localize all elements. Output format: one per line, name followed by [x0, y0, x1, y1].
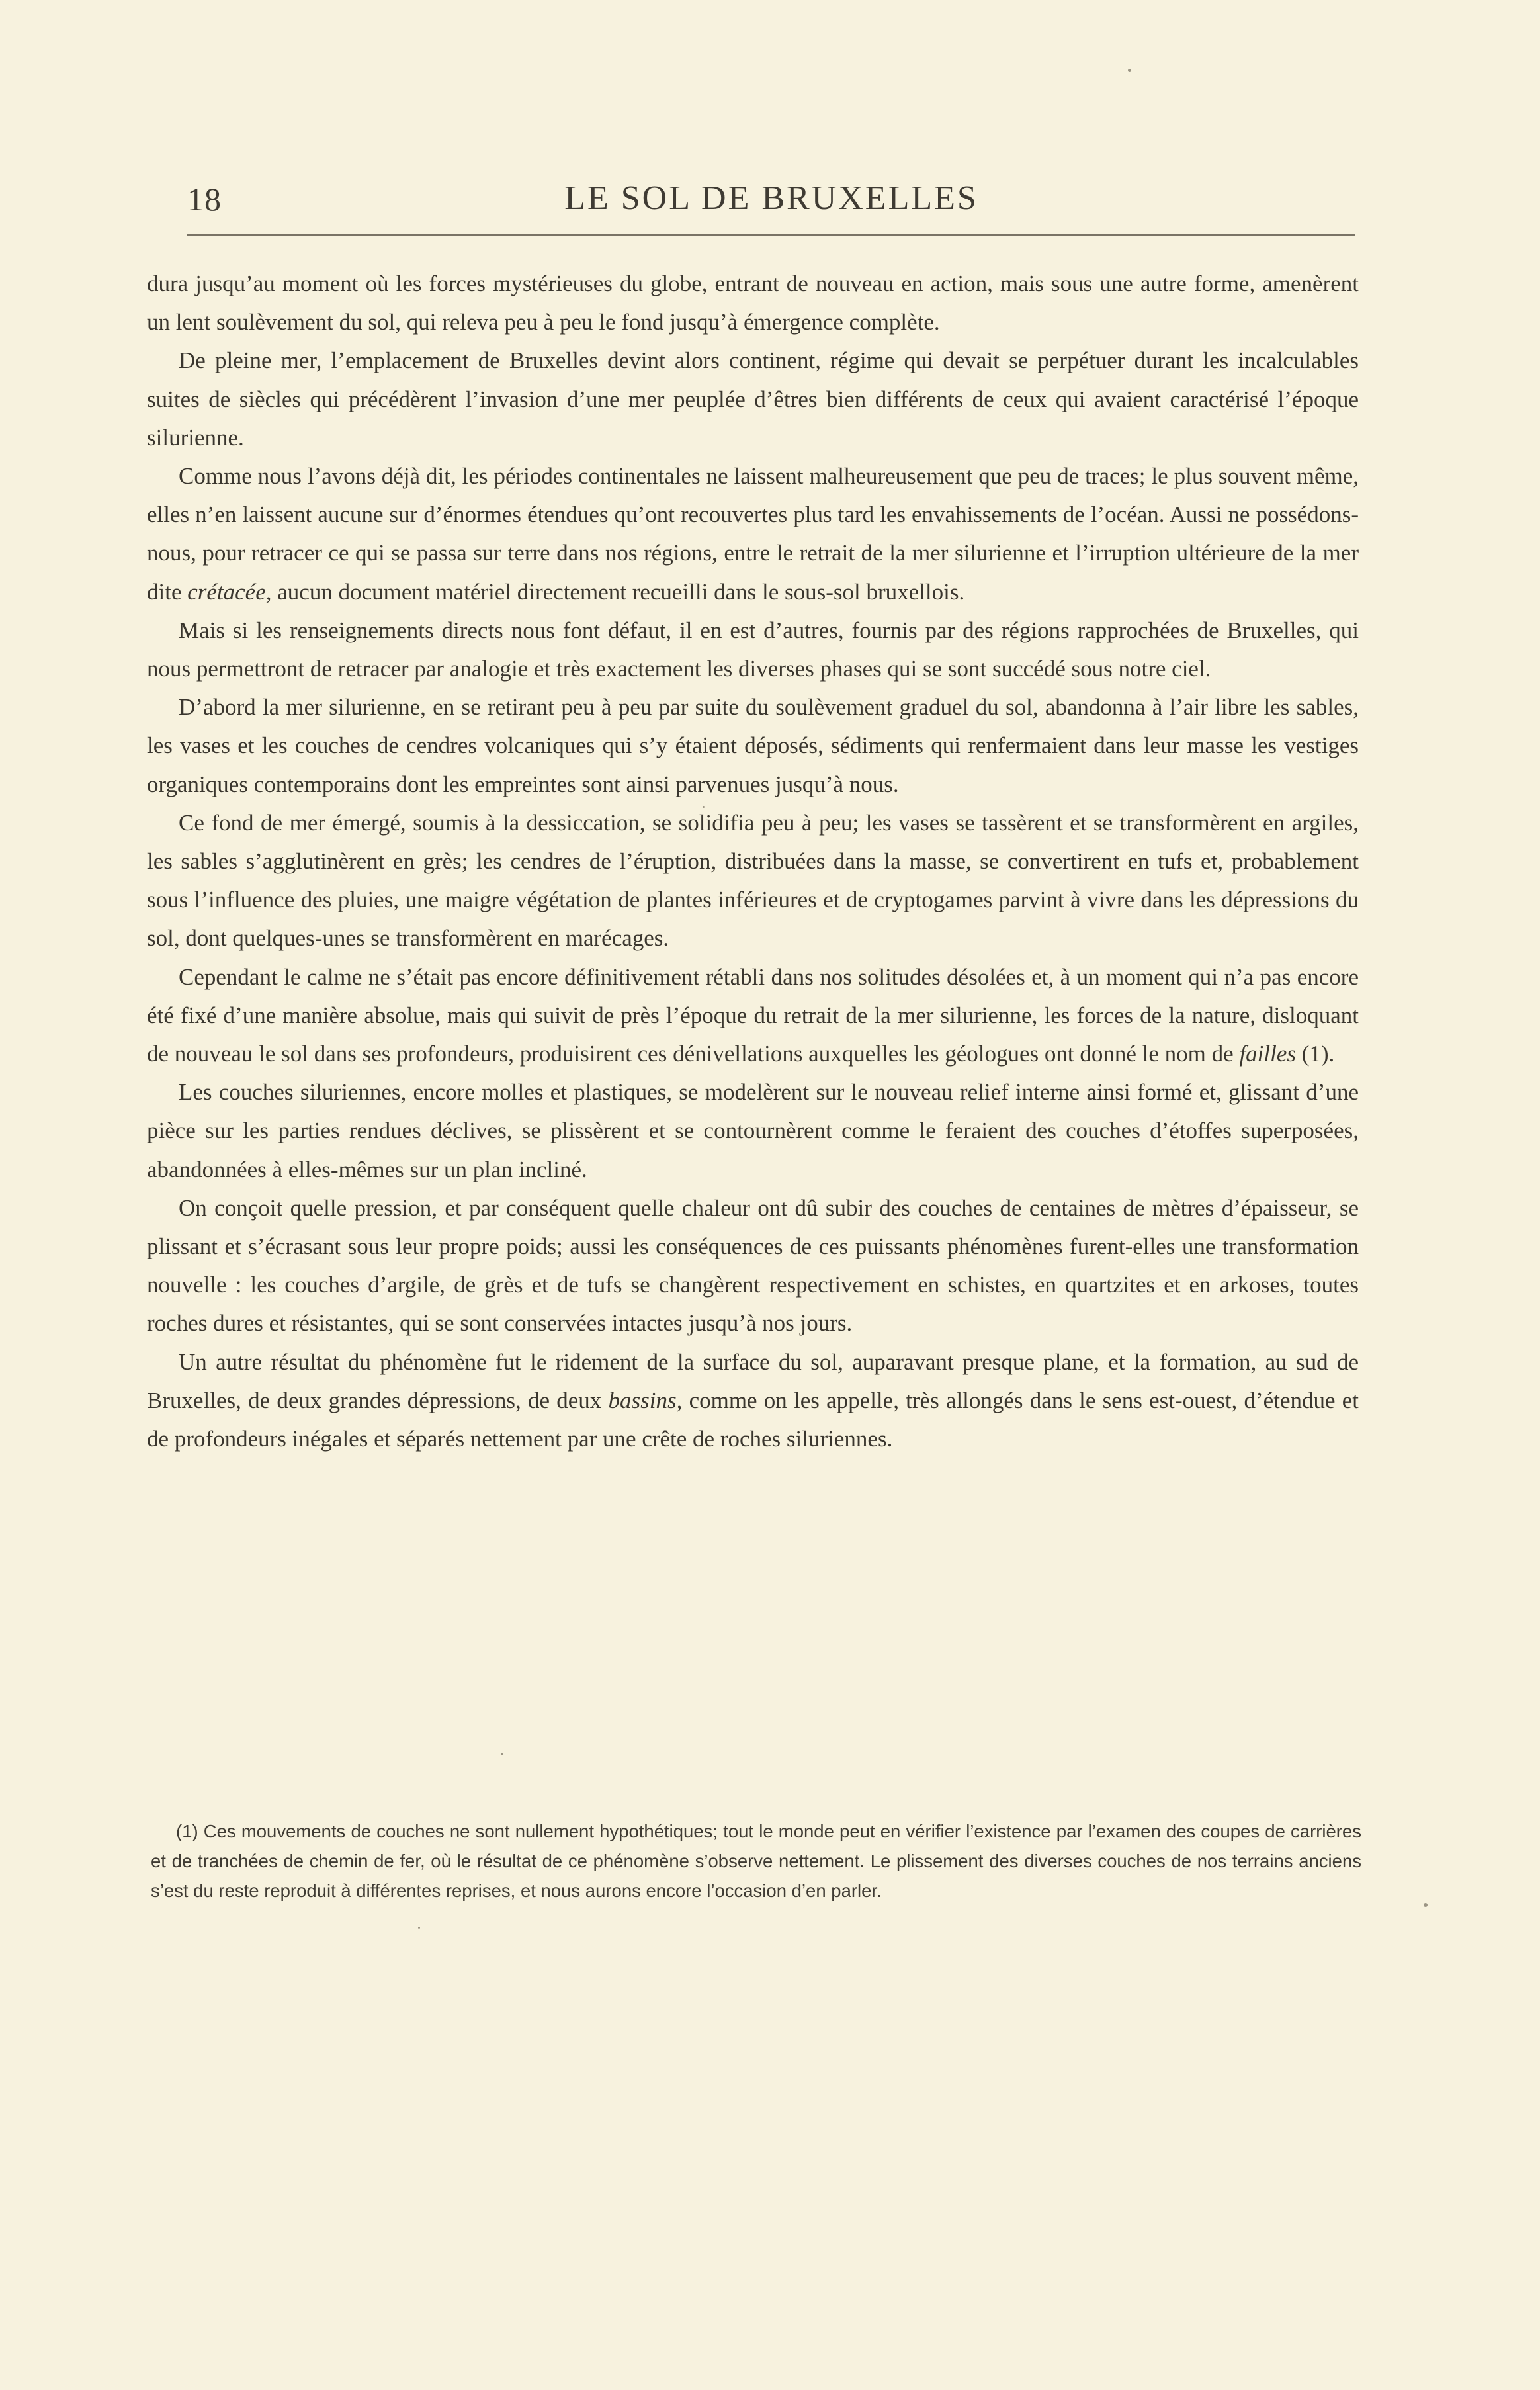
footnotes — [151, 1816, 1361, 1906]
paper-speck — [703, 806, 705, 808]
paragraph: Ce fond de mer émergé, soumis à la dessiccation, se solidifia peu à peu; les vases se tassèrent et se transformèrent en argiles, les sables s’agglutinèrent en grès; les cendres de l’éruption, distribuées dans la masse, se convertirent en tufs et, probablement sous l’influence des pluies, une maigre végétation de plantes inférieures et de cryptogames parvint à vivre dans les dépressions du sol, dont quelques-unes se transformèrent en marécages. — [147, 809, 1359, 952]
paragraph: De pleine mer, l’emplacement de Bruxelles devint alors continent, régime qui devait se perpétuer durant les incalculables suites de siècles qui précédèrent l’invasion d’une mer peuplée d’êtres bien différents de ceux qui avaient caractérisé l’époque silurienne. — [147, 347, 1359, 451]
page-number: 18 — [187, 181, 222, 218]
paper-speck — [418, 1927, 420, 1929]
running-title: LE SOL DE BRUXELLES — [564, 179, 978, 217]
paper-speck — [1128, 69, 1131, 72]
paper-speck — [1424, 1903, 1428, 1907]
paragraph: Mais si les renseignements directs nous font défaut, il en est d’autres, fournis par des régions rapprochées de Bruxelles, qui nous permettront de retracer par analogie et très exactement les diverses phases qui se sont succédé sous notre ciel. — [147, 617, 1359, 682]
body-text — [147, 265, 1359, 1458]
paper-speck — [501, 1753, 503, 1755]
paragraph: Un autre résultat du phénomène fut le ridement de la surface du sol, auparavant presque plane, et la formation, au sud de Bruxelles, de deux grandes dépressions, de deux bassins, comme on les appelle, très allongés dans le sens est-ouest, d’étendue et de profondeurs inégales et séparés nettement par une crête de roches siluriennes. — [147, 1349, 1359, 1452]
header-rule — [187, 234, 1355, 236]
paragraph: D’abord la mer silurienne, en se retirant peu à peu par suite du soulèvement graduel du sol, abandonna à l’air libre les sables, les vases et les couches de cendres volcaniques qui s’y étaient déposés, sédiments qui renfermaient dans leur masse les vestiges organiques contemporains dont les empreintes sont ainsi parvenues jusqu’à nous. — [147, 694, 1359, 797]
footnote: (1) Ces mouvements de couches ne sont nullement hypothétiques; tout le monde peut en vérifier l’existence par l’examen des coupes de carrières et de tranchées de chemin de fer, où le résultat de ce phénomène s’observe nettement. Le plissement des diverses couches de nos terrains anciens s’est du reste reproduit à différentes reprises, et nous aurons encore l’occasion d’en parler. — [151, 1821, 1361, 1901]
paragraph: On conçoit quelle pression, et par conséquent quelle chaleur ont dû subir des couches de centaines de mètres d’épaisseur, se plissant et s’écrasant sous leur propre poids; aussi les conséquences de ces puissants phénomènes furent-elles une transformation nouvelle : les couches d’argile, de grès et de tufs se changèrent respectivement en schistes, en quartzites et en arkoses, toutes roches dures et résistantes, qui se sont conservées intactes jusqu’à nos jours. — [147, 1194, 1359, 1337]
paragraph: Comme nous l’avons déjà dit, les périodes continentales ne laissent malheureusement que peu de traces; le plus souvent même, elles n’en laissent aucune sur d’énormes étendues qu’ont recouvertes plus tard les envahissements de l’océan. Aussi ne possédons-nous, pour retracer ce qui se passa sur terre dans nos régions, entre le retrait de la mer silurienne et l’irruption ultérieure de la mer dite crétacée, aucun document matériel directement recueilli dans le sous-sol bruxellois. — [147, 463, 1359, 605]
paragraph: Cependant le calme ne s’était pas encore définitivement rétabli dans nos solitudes désolées et, à un moment qui n’a pas encore été fixé d’une manière absolue, mais qui suivit de près l’époque du retrait de la mer silurienne, les forces de la nature, disloquant de nouveau le sol dans ses profondeurs, produisirent ces dénivellations auxquelles les géologues ont donné le nom de failles (1). — [147, 963, 1359, 1067]
paragraph: dura jusqu’au moment où les forces mystérieuses du globe, entrant de nouveau en action, mais sous une autre forme, amenèrent un lent soulèvement du sol, qui releva peu à peu le fond jusqu’à émergence complète. — [147, 271, 1359, 335]
page-header — [187, 173, 1355, 233]
paragraph: Les couches siluriennes, encore molles et plastiques, se modelèrent sur le nouveau relief interne ainsi formé et, glissant d’une pièce sur les parties rendues déclives, se plissèrent et se contournèrent comme le feraient des couches d’étoffes superposées, abandonnées à elles-mêmes sur un plan incliné. — [147, 1079, 1359, 1182]
